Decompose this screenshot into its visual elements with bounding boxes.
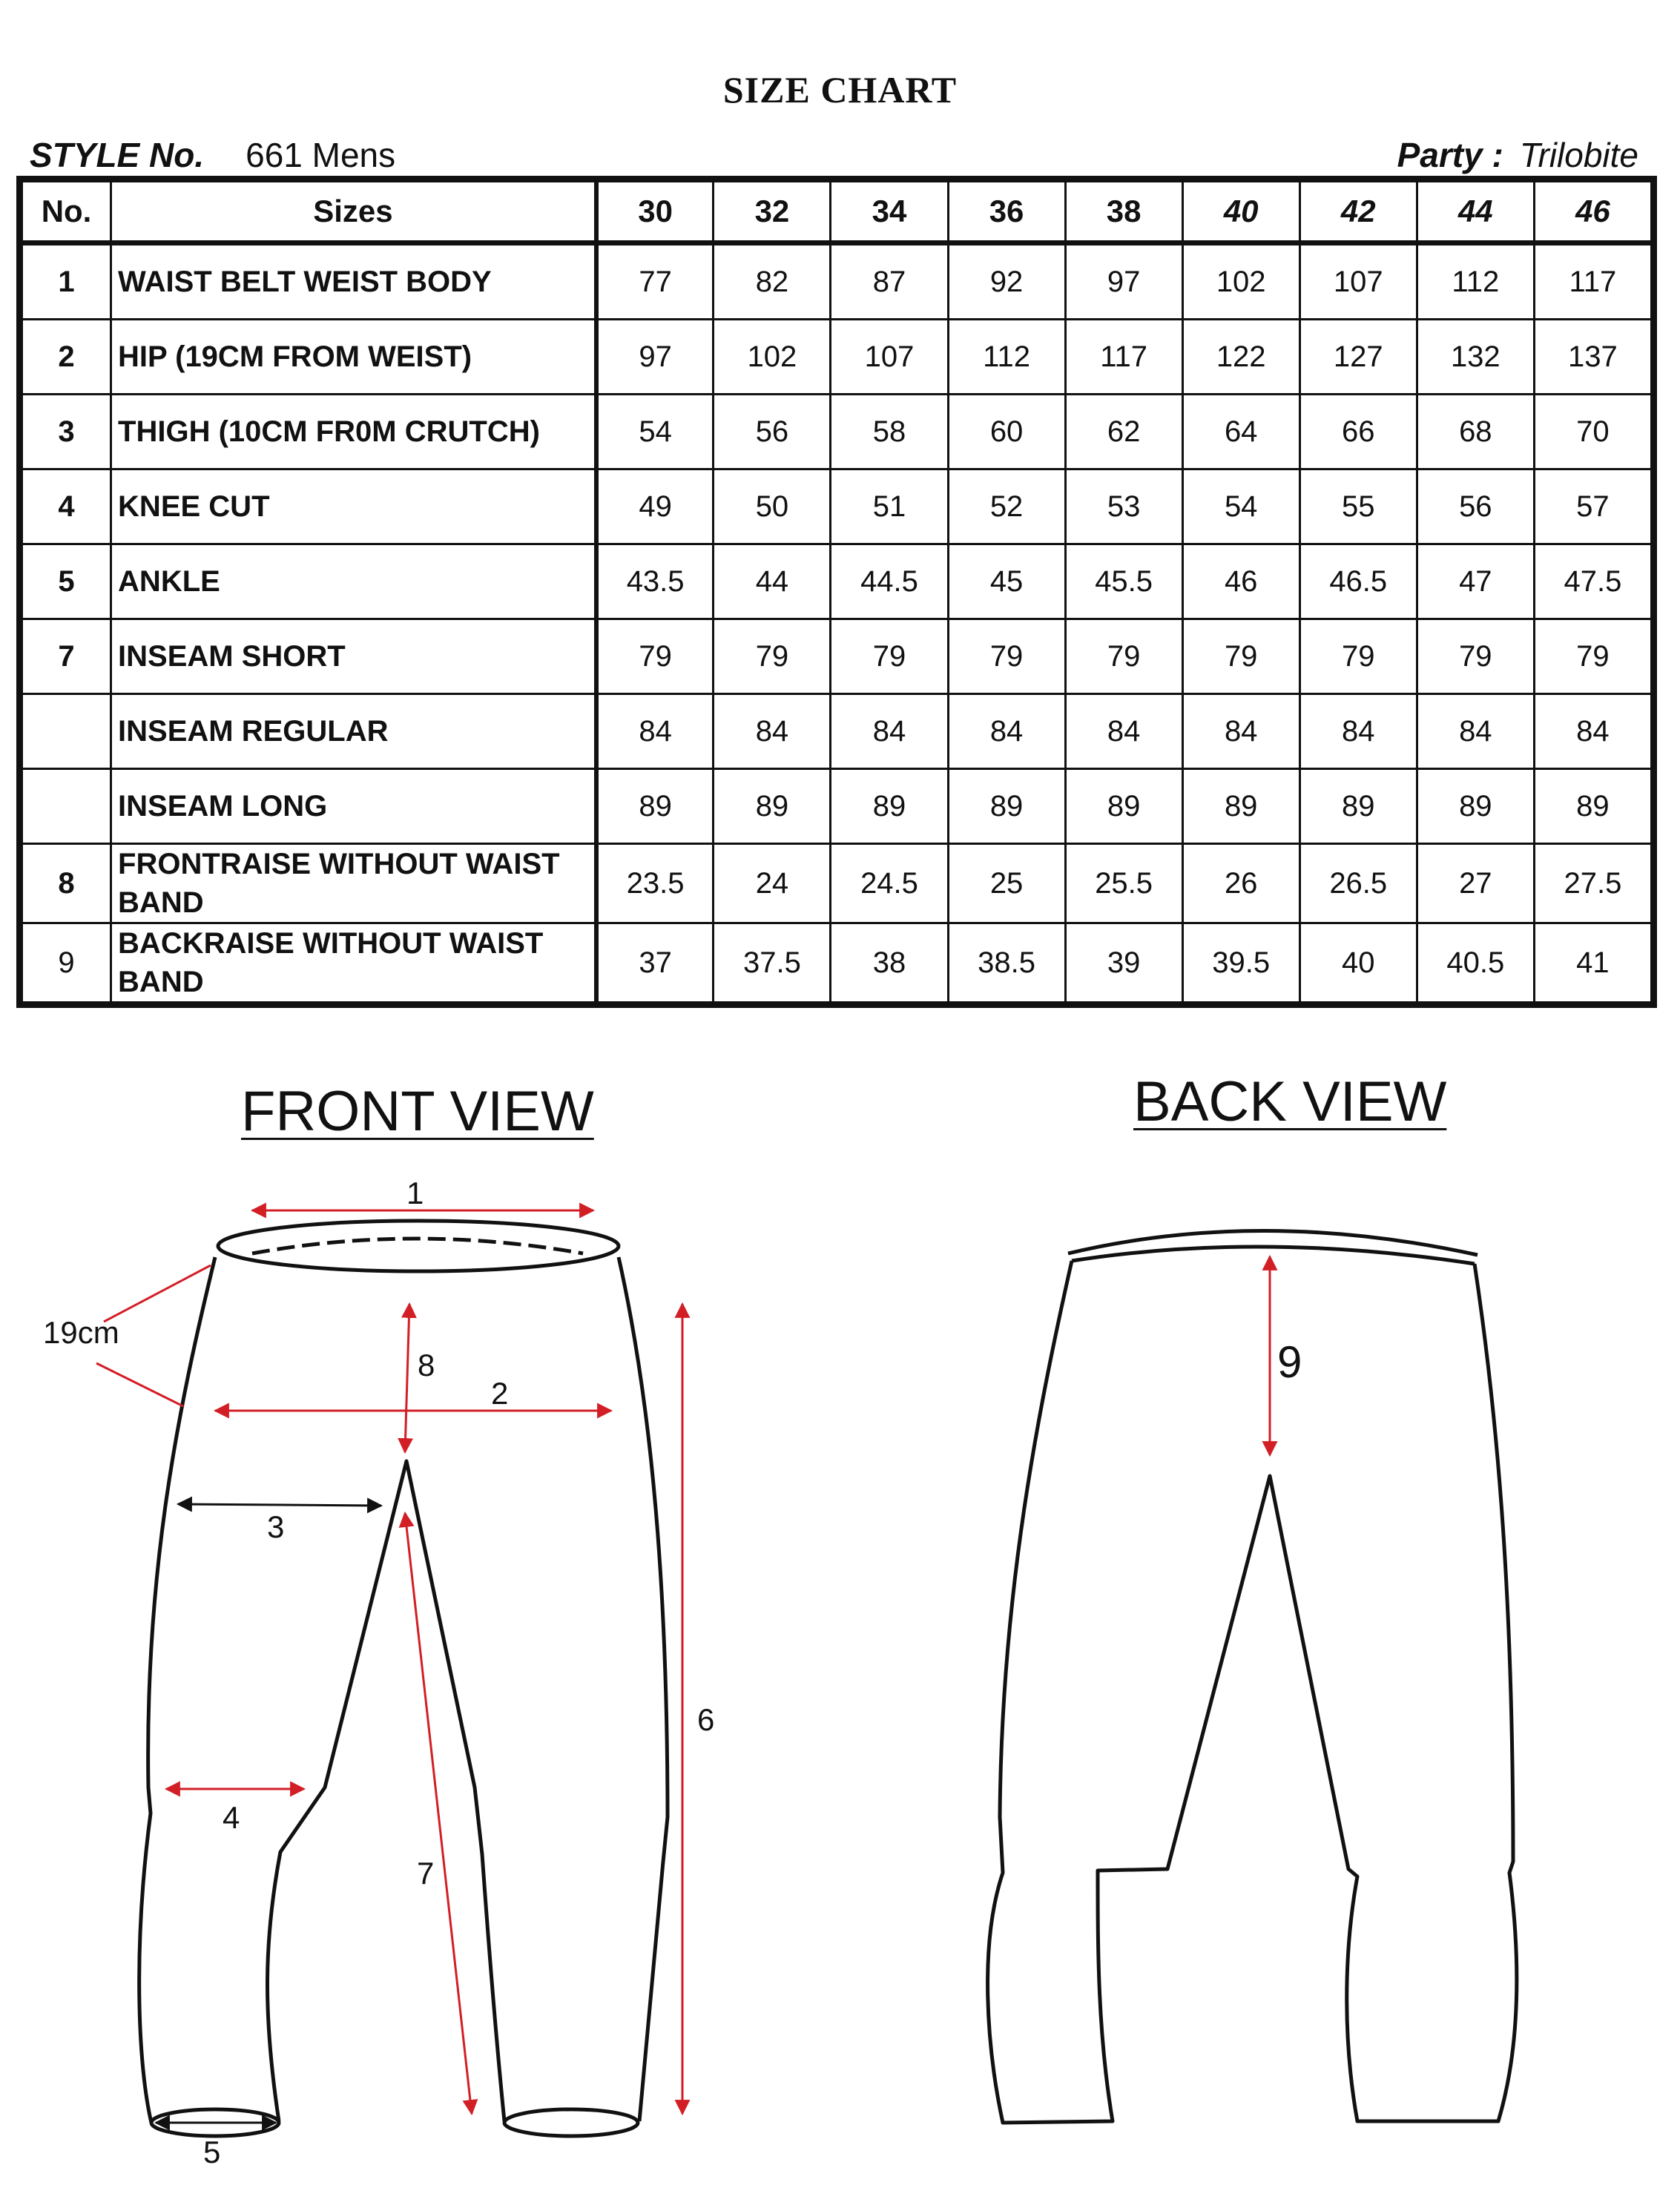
size-value: 51 (831, 469, 948, 544)
size-value: 77 (596, 243, 714, 320)
measurement-name: HIP (19CM FROM WEIST) (111, 320, 596, 395)
size-value: 46.5 (1299, 544, 1417, 619)
size-value: 117 (1534, 243, 1651, 320)
size-value: 79 (1417, 619, 1534, 694)
measurement-name: KNEE CUT (111, 469, 596, 544)
size-value: 84 (831, 694, 948, 769)
size-value: 102 (1182, 243, 1299, 320)
label-waist: 1 (406, 1176, 424, 1210)
size-value: 84 (596, 694, 714, 769)
measurement-name: INSEAM SHORT (111, 619, 596, 694)
size-value: 107 (831, 320, 948, 395)
size-value: 97 (596, 320, 714, 395)
header-size: 40 (1182, 182, 1299, 243)
size-value: 25 (948, 844, 1065, 923)
size-value: 70 (1534, 395, 1651, 469)
size-value: 24.5 (831, 844, 948, 923)
measurement-name: INSEAM REGULAR (111, 694, 596, 769)
size-value: 57 (1534, 469, 1651, 544)
size-value: 26 (1182, 844, 1299, 923)
size-value: 79 (1534, 619, 1651, 694)
label-thigh: 3 (267, 1509, 285, 1544)
size-value: 82 (714, 243, 831, 320)
back-pants-outline (988, 1230, 1517, 2123)
size-value: 122 (1182, 320, 1299, 395)
size-value: 47 (1417, 544, 1534, 619)
size-value: 132 (1417, 320, 1534, 395)
front-waist-inner (252, 1239, 583, 1253)
label-knee: 4 (223, 1800, 240, 1835)
label-ankle: 5 (203, 2135, 221, 2169)
measurement-name: WAIST BELT WEIST BODY (111, 243, 596, 320)
label-hip: 2 (491, 1376, 509, 1411)
size-value: 112 (948, 320, 1065, 395)
size-value: 58 (831, 395, 948, 469)
size-value: 79 (948, 619, 1065, 694)
measurement-name: FRONTRAISE WITHOUT WAIST BAND (111, 844, 596, 923)
size-value: 68 (1417, 395, 1534, 469)
style-value: 661 Mens (246, 136, 396, 174)
front-ankle-right (504, 2109, 638, 2136)
size-value: 45 (948, 544, 1065, 619)
size-value: 50 (714, 469, 831, 544)
size-value: 84 (948, 694, 1065, 769)
measurement-name: INSEAM LONG (111, 769, 596, 844)
measurement-name: BACKRAISE WITHOUT WAIST BAND (111, 923, 596, 1003)
size-value: 52 (948, 469, 1065, 544)
row-number: 8 (22, 844, 111, 923)
front-rise-measure-line (405, 1304, 409, 1452)
size-value: 79 (1299, 619, 1417, 694)
size-value: 23.5 (596, 844, 714, 923)
size-value: 102 (714, 320, 831, 395)
size-value: 84 (1182, 694, 1299, 769)
label-front-rise: 8 (418, 1348, 435, 1382)
inseam-measure-line (405, 1513, 472, 2114)
size-value: 38.5 (948, 923, 1065, 1003)
size-value: 89 (714, 769, 831, 844)
row-number: 2 (22, 320, 111, 395)
size-value: 89 (1299, 769, 1417, 844)
size-value: 41 (1534, 923, 1651, 1003)
row-number: 3 (22, 395, 111, 469)
party-label: Party : (1397, 136, 1503, 174)
row-number: 5 (22, 544, 111, 619)
size-value: 46 (1182, 544, 1299, 619)
row-number: 1 (22, 243, 111, 320)
label-hip-offset: 19cm (43, 1315, 119, 1350)
size-value: 117 (1065, 320, 1182, 395)
back-leg-left (988, 1261, 1517, 2123)
size-value: 84 (1065, 694, 1182, 769)
size-value: 107 (1299, 243, 1417, 320)
front-leg-right (619, 1257, 668, 2121)
header-size: 46 (1534, 182, 1651, 243)
size-value: 89 (1534, 769, 1651, 844)
back-view-title: BACK VIEW (1133, 1070, 1447, 1133)
size-value: 84 (1417, 694, 1534, 769)
size-value: 127 (1299, 320, 1417, 395)
size-value: 79 (596, 619, 714, 694)
size-value: 54 (596, 395, 714, 469)
size-value: 56 (1417, 469, 1534, 544)
size-value: 89 (1182, 769, 1299, 844)
chart-title: SIZE CHART (722, 69, 958, 111)
size-value: 37.5 (714, 923, 831, 1003)
measurement-name: THIGH (10CM FR0M CRUTCH) (111, 395, 596, 469)
header-size: 30 (596, 182, 714, 243)
thigh-measure-line (178, 1504, 381, 1506)
size-value: 79 (1065, 619, 1182, 694)
size-value: 43.5 (596, 544, 714, 619)
size-value: 40 (1299, 923, 1417, 1003)
style-label: STYLE No. (30, 136, 205, 174)
size-value: 45.5 (1065, 544, 1182, 619)
measurement-name: ANKLE (111, 544, 596, 619)
size-value: 84 (1534, 694, 1651, 769)
label-outseam: 6 (697, 1702, 715, 1737)
size-value: 66 (1299, 395, 1417, 469)
front-pants-outline (139, 1221, 668, 2136)
row-number: 7 (22, 619, 111, 694)
size-value: 79 (714, 619, 831, 694)
size-value: 56 (714, 395, 831, 469)
row-number: 9 (22, 923, 111, 1003)
size-value: 84 (1299, 694, 1417, 769)
size-value: 44 (714, 544, 831, 619)
header-no: No. (22, 182, 111, 243)
size-value: 37 (596, 923, 714, 1003)
size-value: 62 (1065, 395, 1182, 469)
hip-offset-line-bottom (96, 1363, 183, 1406)
front-waistband (218, 1221, 619, 1271)
front-view-title: FRONT VIEW (241, 1080, 594, 1143)
size-value: 79 (831, 619, 948, 694)
size-value: 25.5 (1065, 844, 1182, 923)
size-value: 89 (831, 769, 948, 844)
back-waistband (1068, 1230, 1478, 1255)
hip-offset-line-top (104, 1265, 211, 1322)
header-size: 36 (948, 182, 1065, 243)
size-value: 137 (1534, 320, 1651, 395)
size-value: 89 (1417, 769, 1534, 844)
size-value: 39.5 (1182, 923, 1299, 1003)
party-value: Trilobite (1519, 136, 1638, 174)
front-leg-left (139, 1257, 215, 2123)
size-value: 87 (831, 243, 948, 320)
size-value: 47.5 (1534, 544, 1651, 619)
size-value: 112 (1417, 243, 1534, 320)
label-inseam: 7 (417, 1856, 435, 1891)
size-value: 44.5 (831, 544, 948, 619)
header-size: 32 (714, 182, 831, 243)
size-value: 64 (1182, 395, 1299, 469)
front-leg-left-inner (267, 1461, 504, 2121)
front-measure-lines (96, 1210, 682, 2123)
header-size: 34 (831, 182, 948, 243)
header-sizes: Sizes (111, 182, 596, 243)
header-size: 38 (1065, 182, 1182, 243)
size-value: 55 (1299, 469, 1417, 544)
size-value: 40.5 (1417, 923, 1534, 1003)
size-value: 89 (948, 769, 1065, 844)
size-value: 27.5 (1534, 844, 1651, 923)
size-value: 89 (596, 769, 714, 844)
size-value: 49 (596, 469, 714, 544)
size-value: 89 (1065, 769, 1182, 844)
size-value: 27 (1417, 844, 1534, 923)
size-value: 84 (714, 694, 831, 769)
size-value: 79 (1182, 619, 1299, 694)
size-value: 54 (1182, 469, 1299, 544)
size-value: 60 (948, 395, 1065, 469)
size-value: 24 (714, 844, 831, 923)
size-value: 97 (1065, 243, 1182, 320)
size-value: 53 (1065, 469, 1182, 544)
label-back-rise: 9 (1277, 1337, 1302, 1387)
back-waist-bottom (1072, 1247, 1475, 1264)
size-value: 38 (831, 923, 948, 1003)
size-value: 39 (1065, 923, 1182, 1003)
header-size: 42 (1299, 182, 1417, 243)
size-value: 26.5 (1299, 844, 1417, 923)
size-value: 92 (948, 243, 1065, 320)
header-size: 44 (1417, 182, 1534, 243)
row-number: 4 (22, 469, 111, 544)
